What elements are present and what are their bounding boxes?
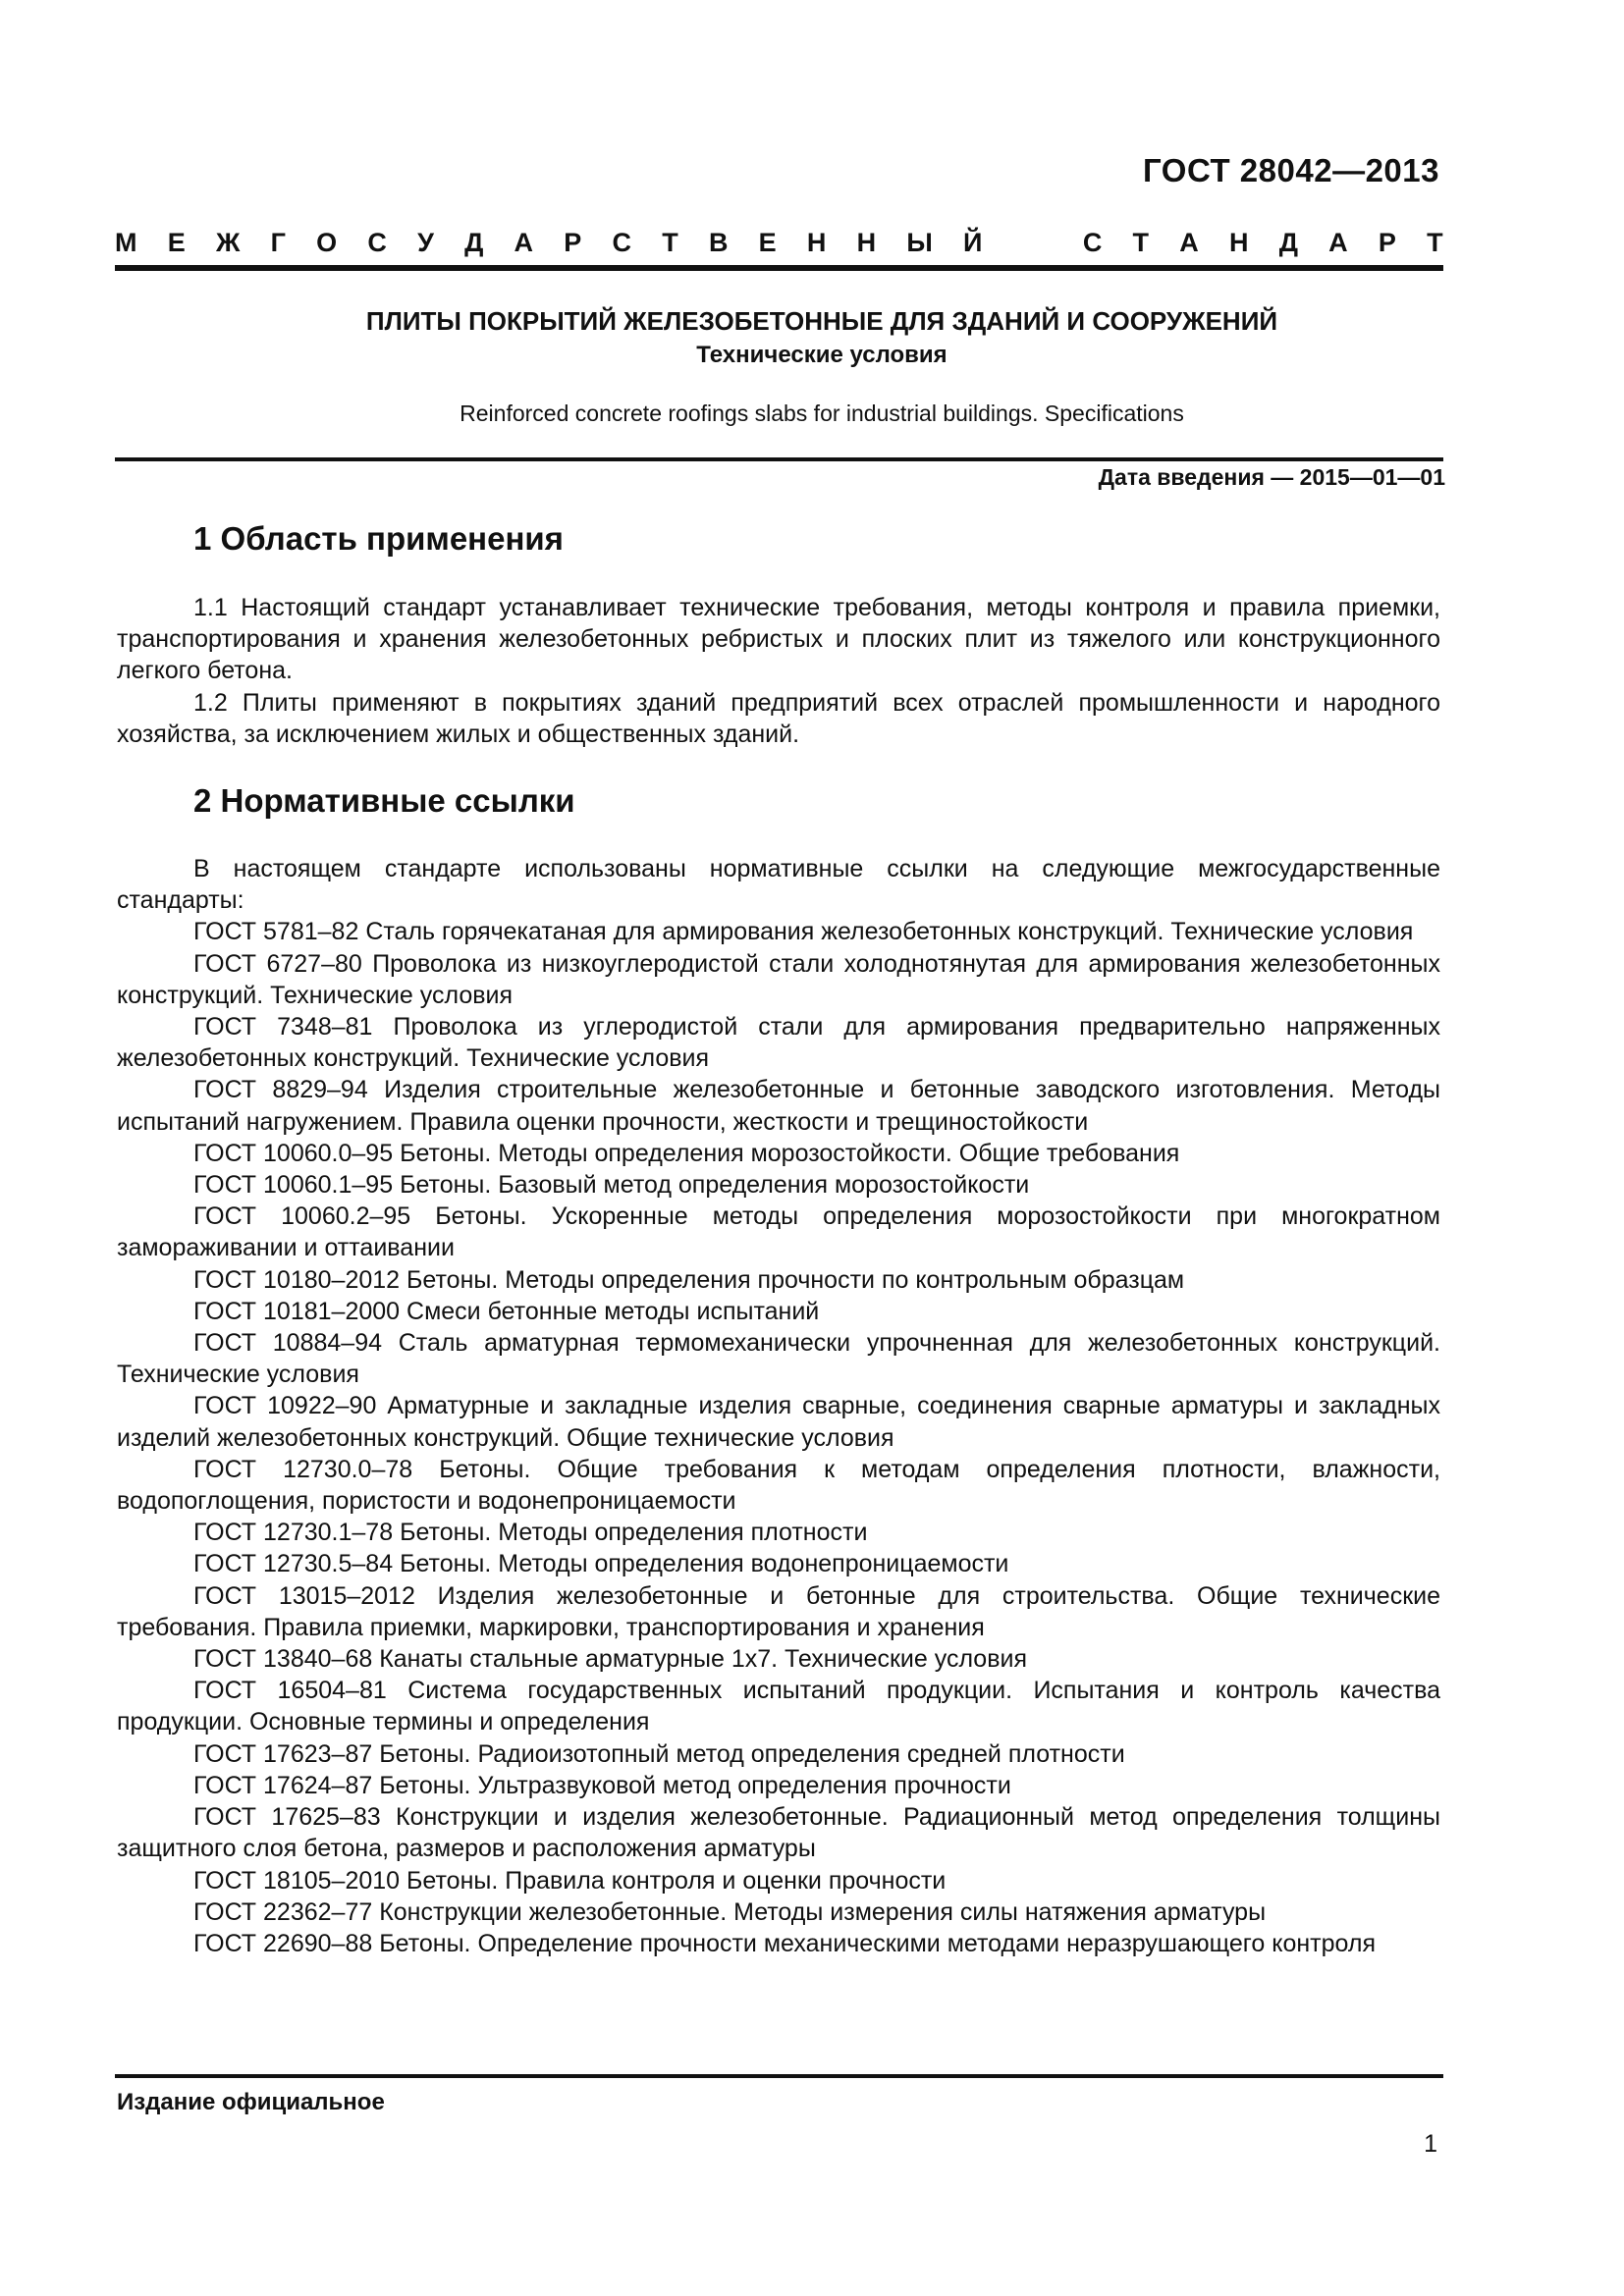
kind-letter: С — [612, 228, 631, 257]
reference-title: Бетоны. Ультразвуковой метод определения прочности — [379, 1771, 1011, 1799]
reference-item — [117, 1928, 1440, 1959]
footer-divider — [115, 2074, 1443, 2078]
kind-letter: А — [1179, 228, 1199, 257]
reference-title: Бетоны. Методы определения прочности по контрольным образцам — [406, 1265, 1185, 1294]
paragraph: 1.2 Плиты применяют в покрытиях зданий предприятий всех отраслей промышленности и народного хозяйства, за исключением жилых и общественных зданий. — [117, 688, 1440, 748]
kind-letter: У — [417, 228, 434, 257]
reference-item — [117, 1264, 1440, 1296]
reference-title: Бетоны. Определение прочности механическими методами неразрушающего контроля — [379, 1929, 1376, 1957]
reference-title: Конструкции железобетонные. Методы измерения силы натяжения арматуры — [379, 1897, 1267, 1926]
reference-code: ГОСТ 12730.0–78 — [193, 1455, 413, 1483]
kind-letter: Т — [662, 228, 678, 257]
reference-code: ГОСТ 17624–87 — [193, 1771, 373, 1799]
reference-title: Бетоны. Правила контроля и оценки прочности — [406, 1866, 947, 1895]
reference-item — [117, 1138, 1440, 1169]
reference-title: Арматурные и закладные изделия сварные, соединения сварные арматуры и закладных изделий железобетонных конструкций. Общие технические условия — [117, 1392, 1440, 1452]
reference-title: Бетоны. Методы определения водонепроницаемости — [400, 1550, 1009, 1578]
page-number: 1 — [1424, 2130, 1437, 2158]
reference-title: Изделия строительные железобетонные и бетонные заводского изготовления. Методы испытаний нагружением. Правила оценки прочности, жесткости и трещиностойкости — [117, 1076, 1440, 1136]
edition-label: Издание официальное — [117, 2089, 385, 2115]
kind-letter: Н — [1228, 228, 1249, 257]
reference-code: ГОСТ 17623–87 — [193, 1739, 373, 1768]
reference-code: ГОСТ 6727–80 — [193, 949, 362, 978]
title-divider — [115, 457, 1443, 461]
reference-code: ГОСТ 10060.1–95 — [193, 1171, 394, 1200]
paragraph: 1.1 Настоящий стандарт устанавливает технические требования, методы контроля и правила приемки, транспортирования и хранения железобетонных ребристых и плоских плит из тяжелого или конструкционного легкого бетона. — [117, 594, 1440, 685]
reference-item — [117, 916, 1440, 947]
standard-kind-line — [115, 228, 1443, 258]
reference-code: ГОСТ 22362–77 — [193, 1897, 373, 1926]
kind-letter: Р — [564, 228, 582, 257]
kind-letter: О — [316, 228, 338, 257]
reference-item — [117, 1517, 1440, 1548]
kind-letter: С — [1082, 228, 1103, 257]
reference-title: Смеси бетонные методы испытаний — [406, 1297, 820, 1325]
introduction-date: Дата введения — 2015—01—01 — [1098, 464, 1445, 490]
references-intro: В настоящем стандарте использованы нормативные ссылки на следующие межгосударственные стандарты: — [117, 855, 1440, 915]
reference-title: Проволока из низкоуглеродистой стали холоднотянутая для армирования железобетонных конструкций. Технические условия — [117, 949, 1440, 1009]
kind-letter: Й — [962, 228, 983, 257]
kind-letter: Ж — [215, 228, 241, 257]
reference-title: Бетоны. Общие требования к методам определения плотности, влажности, водопоглощения, пористости и водонепроницаемости — [117, 1455, 1440, 1516]
header-divider — [115, 265, 1443, 271]
reference-code: ГОСТ 8829–94 — [193, 1076, 368, 1104]
reference-title: Конструкции и изделия железобетонные. Радиационный метод определения толщины защитного слоя бетона, размеров и расположения арматуры — [117, 1803, 1440, 1863]
kind-letter: Е — [758, 228, 777, 257]
reference-item — [117, 1327, 1440, 1390]
reference-item — [117, 1201, 1440, 1263]
reference-code: ГОСТ 16504–81 — [193, 1677, 387, 1705]
kind-letter: Д — [464, 228, 484, 257]
reference-title: Бетоны. Базовый метод определения морозостойкости — [400, 1171, 1030, 1200]
reference-item — [117, 1738, 1440, 1770]
reference-item — [117, 1169, 1440, 1201]
section-heading-references: 2 Нормативные ссылки — [193, 782, 575, 819]
reference-code: ГОСТ 22690–88 — [193, 1929, 373, 1957]
kind-letter: Д — [1278, 228, 1298, 257]
reference-item — [117, 1296, 1440, 1327]
reference-code: ГОСТ 17625–83 — [193, 1803, 381, 1832]
kind-letter: Н — [806, 228, 827, 257]
kind-letter: Т — [1427, 228, 1443, 257]
reference-title: Сталь арматурная термомеханически упрочненная для железобетонных конструкций. Технические условия — [117, 1329, 1440, 1389]
document-title: ПЛИТЫ ПОКРЫТИЙ ЖЕЛЕЗОБЕТОННЫЕ ДЛЯ ЗДАНИЙ И СООРУЖЕНИЙ — [365, 306, 1278, 336]
reference-item — [117, 1454, 1440, 1517]
reference-item — [117, 1896, 1440, 1928]
kind-letter: А — [514, 228, 534, 257]
reference-code: ГОСТ 13840–68 — [193, 1645, 373, 1674]
kind-letter: Н — [856, 228, 877, 257]
reference-code: ГОСТ 10181–2000 — [193, 1297, 401, 1325]
kind-letter: Р — [1378, 228, 1396, 257]
reference-code: ГОСТ 10060.0–95 — [193, 1139, 394, 1167]
reference-item — [117, 1390, 1440, 1453]
reference-code: ГОСТ 5781–82 — [193, 918, 359, 946]
reference-title: Бетоны. Методы определения плотности — [400, 1519, 868, 1547]
kind-letter: Т — [1132, 228, 1150, 257]
english-title: Reinforced concrete roofings slabs for industrial buildings. Specifications — [460, 400, 1184, 426]
section-references-body — [117, 853, 1440, 1959]
kind-letter: М — [115, 228, 137, 257]
kind-letter: С — [367, 228, 387, 257]
reference-code: ГОСТ 10180–2012 — [193, 1265, 401, 1294]
reference-code: ГОСТ 12730.1–78 — [193, 1519, 394, 1547]
reference-title: Канаты стальные арматурные 1х7. Технические условия — [379, 1645, 1027, 1674]
kind-letter: А — [1328, 228, 1348, 257]
document-code: ГОСТ 28042—2013 — [1143, 152, 1439, 188]
reference-item — [117, 1643, 1440, 1675]
reference-item — [117, 948, 1440, 1011]
reference-item — [117, 1865, 1440, 1896]
reference-title: Проволока из углеродистой стали для армирования предварительно напряженных железобетонных конструкций. Технические условия — [117, 1013, 1440, 1073]
reference-title: Система государственных испытаний продукции. Испытания и контроль качества продукции. Основные термины и определения — [117, 1677, 1440, 1736]
reference-code: ГОСТ 10884–94 — [193, 1329, 383, 1358]
reference-title: Изделия железобетонные и бетонные для строительства. Общие технические требования. Правила приемки, маркировки, транспортирования и хранения — [117, 1581, 1440, 1641]
reference-item — [117, 1548, 1440, 1579]
reference-item — [117, 1011, 1440, 1074]
reference-code: ГОСТ 10922–90 — [193, 1392, 377, 1420]
reference-code: ГОСТ 18105–2010 — [193, 1866, 401, 1895]
section-heading-scope: 1 Область применения — [193, 520, 564, 557]
section-scope-body — [117, 592, 1440, 750]
reference-item — [117, 1074, 1440, 1137]
document-subtitle: Технические условия — [696, 342, 947, 368]
reference-title: Бетоны. Методы определения морозостойкости. Общие требования — [400, 1139, 1180, 1167]
reference-title: Бетоны. Радиоизотопный метод определения средней плотности — [379, 1739, 1125, 1768]
kind-letter: Е — [167, 228, 186, 257]
reference-item — [117, 1580, 1440, 1643]
reference-title: Бетоны. Ускоренные методы определения морозостойкости при многократном замораживании и оттаивании — [117, 1202, 1440, 1262]
reference-code: ГОСТ 7348–81 — [193, 1013, 373, 1041]
reference-code: ГОСТ 13015–2012 — [193, 1581, 415, 1610]
reference-item — [117, 1801, 1440, 1864]
kind-letter: Г — [270, 228, 286, 257]
reference-title: Сталь горячекатаная для армирования железобетонных конструкций. Технические условия — [365, 918, 1414, 946]
kind-letter: В — [708, 228, 729, 257]
reference-item — [117, 1770, 1440, 1801]
kind-letter: Ы — [906, 228, 933, 257]
reference-item — [117, 1675, 1440, 1737]
reference-code: ГОСТ 12730.5–84 — [193, 1550, 394, 1578]
reference-code: ГОСТ 10060.2–95 — [193, 1202, 411, 1231]
